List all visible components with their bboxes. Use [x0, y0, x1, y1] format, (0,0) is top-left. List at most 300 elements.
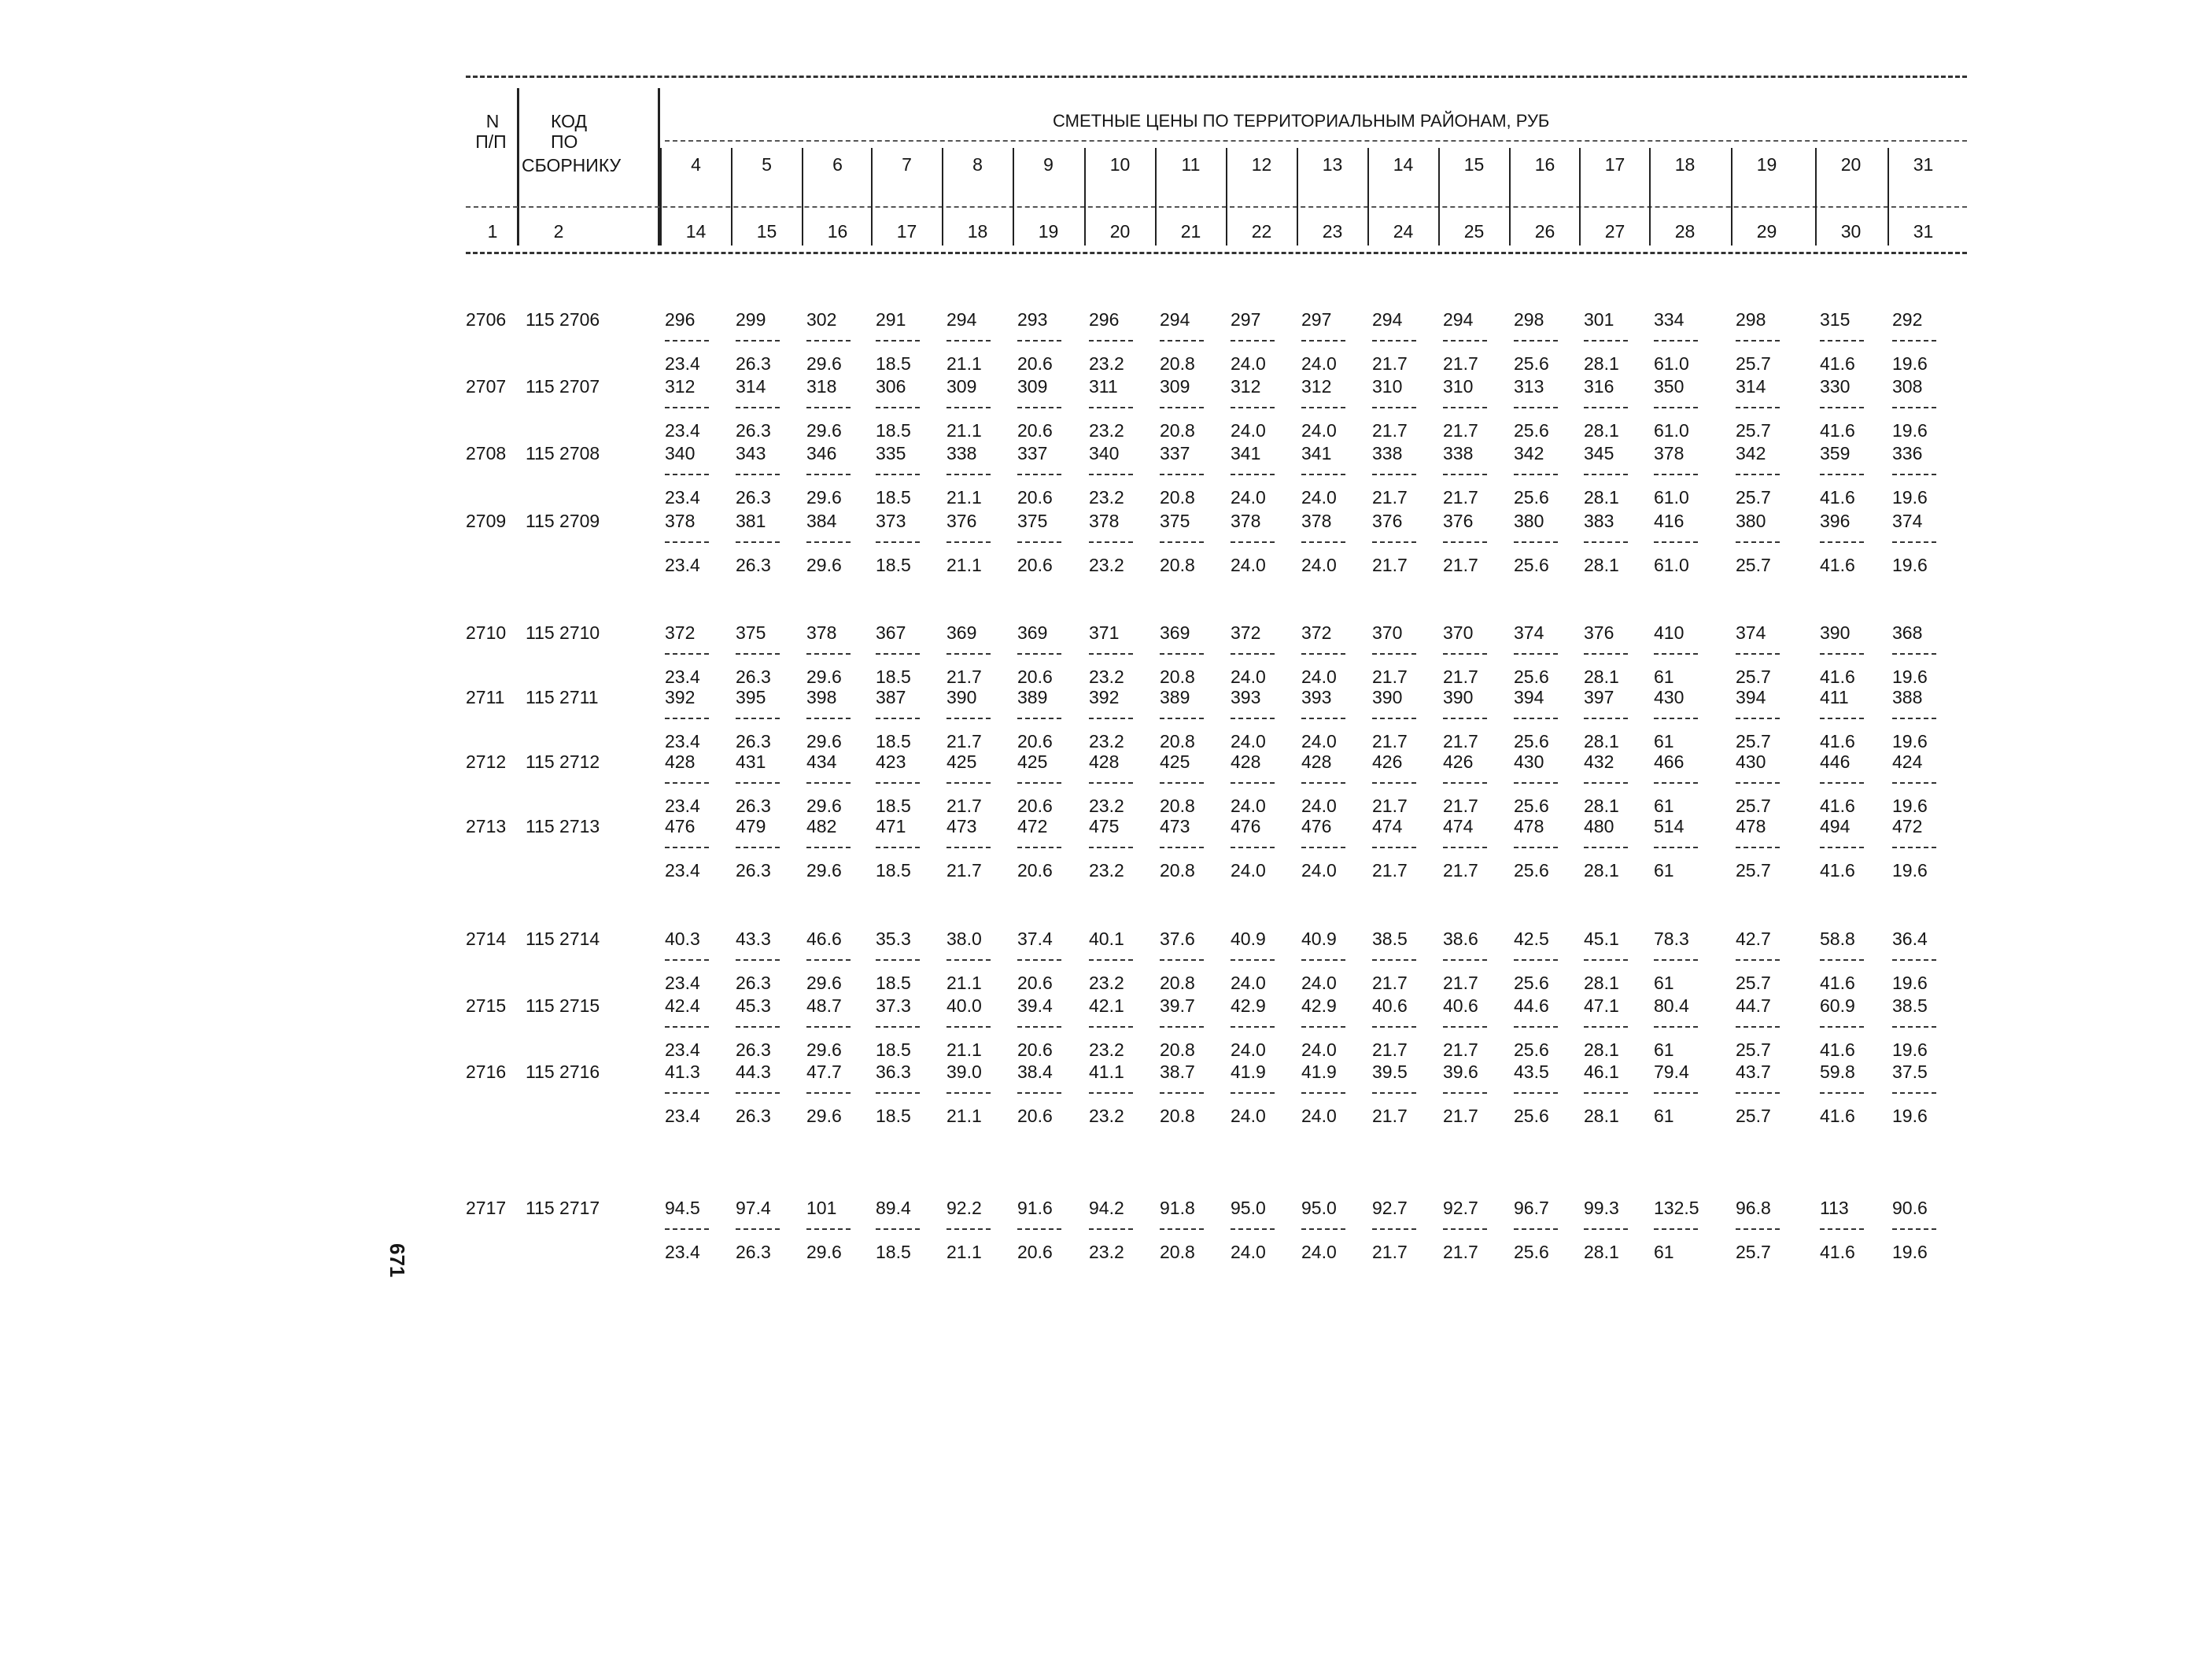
coefficient-cell: 24.0	[1301, 666, 1337, 687]
fraction-divider	[1736, 847, 1780, 848]
price-cell: 342	[1736, 443, 1766, 463]
coefficient-cell: 23.4	[665, 973, 700, 993]
header-region-4: 4	[691, 154, 701, 175]
price-cell: 292	[1892, 309, 1923, 330]
price-cell: 42.4	[665, 995, 700, 1016]
price-cell: 478	[1514, 816, 1544, 836]
coefficient-cell: 23.2	[1089, 973, 1124, 993]
price-cell: 311	[1089, 376, 1118, 397]
row-number: 2712	[466, 751, 507, 772]
fraction-divider	[1514, 718, 1558, 719]
price-cell: 38.5	[1372, 929, 1408, 949]
price-cell: 36.4	[1892, 929, 1928, 949]
coefficient-cell: 21.1	[947, 973, 982, 993]
price-cell: 368	[1892, 622, 1923, 643]
price-cell: 390	[1372, 687, 1403, 707]
fraction-divider	[1301, 718, 1345, 719]
coefficient-cell: 20.8	[1160, 353, 1195, 374]
price-cell: 494	[1820, 816, 1851, 836]
coefficient-cell: 24.0	[1301, 973, 1337, 993]
coefficient-cell: 19.6	[1892, 420, 1928, 441]
price-cell: 296	[665, 309, 696, 330]
fraction-divider	[806, 959, 851, 961]
price-cell: 476	[1301, 816, 1332, 836]
price-cell: 372	[1231, 622, 1261, 643]
price-cell: 37.5	[1892, 1062, 1928, 1082]
coefficient-cell: 21.7	[947, 731, 982, 751]
fraction-divider	[1514, 782, 1558, 784]
price-cell: 40.6	[1443, 995, 1478, 1016]
header-region-6: 6	[832, 154, 843, 175]
price-cell: 291	[876, 309, 906, 330]
fraction-divider	[1892, 340, 1936, 342]
fraction-divider	[1443, 782, 1487, 784]
coefficient-cell: 29.6	[806, 555, 842, 575]
fraction-divider	[947, 782, 991, 784]
header-region-15: 15	[1463, 154, 1485, 175]
coefficient-cell: 23.4	[665, 796, 700, 816]
price-cell: 308	[1892, 376, 1923, 397]
coefficient-cell: 23.4	[665, 1242, 700, 1262]
price-cell: 369	[1017, 622, 1048, 643]
fraction-divider	[947, 340, 991, 342]
price-cell: 374	[1892, 511, 1923, 531]
fraction-divider	[1301, 1228, 1345, 1230]
price-cell: 38.4	[1017, 1062, 1053, 1082]
price-cell: 37.6	[1160, 929, 1195, 949]
coefficient-cell: 20.6	[1017, 487, 1053, 508]
price-cell: 411	[1820, 687, 1849, 707]
header-region-11: 11	[1181, 154, 1201, 175]
header-region-8: 8	[972, 154, 983, 175]
price-cell: 334	[1654, 309, 1685, 330]
coefficient-cell: 21.1	[947, 353, 982, 374]
coefficient-cell: 23.4	[665, 731, 700, 751]
coefficient-cell: 21.1	[947, 1039, 982, 1060]
coefficient-cell: 20.8	[1160, 1106, 1195, 1126]
price-cell: 313	[1514, 376, 1544, 397]
price-cell: 338	[947, 443, 977, 463]
coefficient-cell: 26.3	[736, 487, 771, 508]
header-colnum-30: 30	[1840, 221, 1862, 242]
fraction-divider	[876, 847, 920, 848]
fraction-divider	[1584, 1026, 1628, 1028]
coefficient-cell: 24.0	[1231, 973, 1266, 993]
price-cell: 337	[1017, 443, 1048, 463]
price-cell: 40.6	[1372, 995, 1408, 1016]
coefficient-cell: 24.0	[1301, 420, 1337, 441]
fraction-divider	[1820, 653, 1864, 655]
price-cell: 310	[1443, 376, 1474, 397]
coefficient-cell: 25.7	[1736, 796, 1771, 816]
coefficient-cell: 41.6	[1820, 1039, 1855, 1060]
header-region-9: 9	[1043, 154, 1054, 175]
price-cell: 396	[1820, 511, 1851, 531]
coefficient-cell: 24.0	[1301, 796, 1337, 816]
fraction-divider	[1301, 474, 1345, 475]
price-cell: 92.7	[1372, 1198, 1408, 1218]
fraction-divider	[1160, 1228, 1204, 1230]
coefficient-cell: 19.6	[1892, 1106, 1928, 1126]
coefficient-cell: 23.2	[1089, 555, 1124, 575]
coefficient-cell: 25.6	[1514, 731, 1549, 751]
price-cell: 370	[1372, 622, 1403, 643]
price-cell: 58.8	[1820, 929, 1855, 949]
fraction-divider	[1089, 541, 1133, 543]
fraction-divider	[1443, 1228, 1487, 1230]
fraction-divider	[1820, 718, 1864, 719]
coefficient-cell: 21.7	[1443, 666, 1478, 687]
price-cell: 92.2	[947, 1198, 982, 1218]
coefficient-cell: 25.6	[1514, 1039, 1549, 1060]
header-colnum-26: 26	[1534, 221, 1555, 242]
fraction-divider	[876, 340, 920, 342]
fraction-divider	[947, 847, 991, 848]
price-cell: 37.4	[1017, 929, 1053, 949]
fraction-divider	[1736, 782, 1780, 784]
fraction-divider	[1820, 847, 1864, 848]
fraction-divider	[1892, 541, 1936, 543]
price-cell: 309	[1160, 376, 1190, 397]
coefficient-cell: 29.6	[806, 1242, 842, 1262]
coefficient-cell: 28.1	[1584, 487, 1619, 508]
price-cell: 380	[1514, 511, 1544, 531]
fraction-divider	[947, 1228, 991, 1230]
coefficient-cell: 24.0	[1231, 555, 1266, 575]
coefficient-cell: 20.8	[1160, 796, 1195, 816]
coefficient-cell: 41.6	[1820, 555, 1855, 575]
coefficient-cell: 25.7	[1736, 487, 1771, 508]
header-region-5: 5	[762, 154, 772, 175]
header-region-7: 7	[902, 154, 912, 175]
fraction-divider	[1654, 340, 1698, 342]
fraction-divider	[876, 1228, 920, 1230]
price-cell: 374	[1514, 622, 1544, 643]
price-cell: 47.1	[1584, 995, 1619, 1016]
fraction-divider	[736, 474, 780, 475]
fraction-divider	[1301, 959, 1345, 961]
price-cell: 466	[1654, 751, 1685, 772]
coefficient-cell: 18.5	[876, 487, 911, 508]
price-cell: 45.3	[736, 995, 771, 1016]
coefficient-cell: 24.0	[1231, 1106, 1266, 1126]
coefficient-cell: 24.0	[1231, 731, 1266, 751]
header-colnum-17: 17	[896, 221, 917, 242]
coefficient-cell: 41.6	[1820, 796, 1855, 816]
coefficient-cell: 23.4	[665, 487, 700, 508]
fraction-divider	[1584, 474, 1628, 475]
fraction-divider	[1301, 541, 1345, 543]
fraction-divider	[1654, 847, 1698, 848]
fraction-divider	[1089, 1228, 1133, 1230]
coefficient-cell: 18.5	[876, 1106, 911, 1126]
coefficient-cell: 41.6	[1820, 666, 1855, 687]
price-cell: 99.3	[1584, 1198, 1619, 1218]
fraction-divider	[1231, 1026, 1275, 1028]
fraction-divider	[1089, 407, 1133, 408]
header-code-label-line2: ПО	[551, 131, 578, 152]
fraction-divider	[665, 1026, 709, 1028]
price-cell: 376	[1584, 622, 1614, 643]
coefficient-cell: 21.7	[1372, 796, 1408, 816]
fraction-divider	[1514, 1092, 1558, 1094]
fraction-divider	[806, 1228, 851, 1230]
fraction-divider	[1584, 847, 1628, 848]
fraction-divider	[1231, 474, 1275, 475]
price-cell: 397	[1584, 687, 1614, 707]
price-cell: 392	[1089, 687, 1120, 707]
price-cell: 431	[736, 751, 766, 772]
fraction-divider	[1160, 782, 1204, 784]
fraction-divider	[1372, 1092, 1416, 1094]
price-cell: 514	[1654, 816, 1685, 836]
fraction-divider	[947, 407, 991, 408]
coefficient-cell: 21.7	[947, 666, 982, 687]
row-number: 2709	[466, 511, 507, 531]
price-cell: 39.5	[1372, 1062, 1408, 1082]
price-cell: 373	[876, 511, 906, 531]
coefficient-cell: 19.6	[1892, 1242, 1928, 1262]
price-cell: 42.9	[1231, 995, 1266, 1016]
price-cell: 480	[1584, 816, 1614, 836]
fraction-divider	[1443, 718, 1487, 719]
coefficient-cell: 24.0	[1231, 1039, 1266, 1060]
fraction-divider	[1654, 407, 1698, 408]
fraction-divider	[1820, 474, 1864, 475]
coefficient-cell: 61	[1654, 1039, 1674, 1060]
fraction-divider	[876, 407, 920, 408]
price-cell: 370	[1443, 622, 1474, 643]
price-cell: 43.7	[1736, 1062, 1771, 1082]
coefficient-cell: 21.7	[947, 796, 982, 816]
coefficient-cell: 41.6	[1820, 353, 1855, 374]
coefficient-cell: 24.0	[1231, 860, 1266, 881]
price-cell: 426	[1443, 751, 1474, 772]
coefficient-cell: 26.3	[736, 973, 771, 993]
header-region-rule	[466, 206, 1967, 208]
fraction-divider	[1892, 653, 1936, 655]
fraction-divider	[806, 1026, 851, 1028]
price-cell: 428	[1301, 751, 1332, 772]
coefficient-cell: 61	[1654, 973, 1674, 993]
price-cell: 375	[736, 622, 766, 643]
coefficient-cell: 25.6	[1514, 1242, 1549, 1262]
fraction-divider	[1443, 474, 1487, 475]
price-cell: 298	[1514, 309, 1544, 330]
fraction-divider	[1654, 959, 1698, 961]
price-cell: 91.6	[1017, 1198, 1053, 1218]
price-cell: 475	[1089, 816, 1120, 836]
fraction-divider	[1160, 541, 1204, 543]
price-cell: 390	[947, 687, 977, 707]
coefficient-cell: 21.7	[1443, 1039, 1478, 1060]
price-cell: 38.7	[1160, 1062, 1195, 1082]
fraction-divider	[947, 541, 991, 543]
coefficient-cell: 21.7	[1372, 1242, 1408, 1262]
coefficient-cell: 25.7	[1736, 1106, 1771, 1126]
fraction-divider	[1892, 847, 1936, 848]
price-cell: 343	[736, 443, 766, 463]
fraction-divider	[1231, 407, 1275, 408]
coefficient-cell: 21.7	[1372, 860, 1408, 881]
fraction-divider	[1514, 407, 1558, 408]
fraction-divider	[736, 847, 780, 848]
fraction-divider	[1017, 541, 1061, 543]
price-cell: 310	[1372, 376, 1403, 397]
coefficient-cell: 19.6	[1892, 796, 1928, 816]
coefficient-cell: 19.6	[1892, 860, 1928, 881]
price-cell: 375	[1017, 511, 1048, 531]
header-code-label-line1: КОД	[551, 111, 588, 131]
fraction-divider	[736, 959, 780, 961]
coefficient-cell: 26.3	[736, 1039, 771, 1060]
price-cell: 301	[1584, 309, 1614, 330]
fraction-divider	[1160, 474, 1204, 475]
row-number: 2715	[466, 995, 507, 1016]
price-cell: 479	[736, 816, 766, 836]
coefficient-cell: 24.0	[1301, 1242, 1337, 1262]
coefficient-cell: 25.6	[1514, 353, 1549, 374]
fraction-divider	[806, 782, 851, 784]
price-cell: 318	[806, 376, 837, 397]
coefficient-cell: 28.1	[1584, 1106, 1619, 1126]
price-cell: 426	[1372, 751, 1403, 772]
price-cell: 312	[665, 376, 696, 397]
coefficient-cell: 24.0	[1301, 860, 1337, 881]
fraction-divider	[736, 340, 780, 342]
price-cell: 44.7	[1736, 995, 1771, 1016]
fraction-divider	[1654, 541, 1698, 543]
price-cell: 294	[1443, 309, 1474, 330]
fraction-divider	[736, 407, 780, 408]
fraction-divider	[1892, 1026, 1936, 1028]
fraction-divider	[1584, 959, 1628, 961]
price-cell: 393	[1231, 687, 1261, 707]
price-cell: 376	[1372, 511, 1403, 531]
fraction-divider	[1443, 340, 1487, 342]
coefficient-cell: 21.7	[1372, 666, 1408, 687]
fraction-divider	[1654, 782, 1698, 784]
fraction-divider	[665, 782, 709, 784]
coefficient-cell: 20.8	[1160, 731, 1195, 751]
price-cell: 35.3	[876, 929, 911, 949]
coefficient-cell: 41.6	[1820, 420, 1855, 441]
fraction-divider	[1372, 847, 1416, 848]
coefficient-cell: 26.3	[736, 420, 771, 441]
price-cell: 471	[876, 816, 906, 836]
price-cell: 294	[1160, 309, 1190, 330]
fraction-divider	[665, 1092, 709, 1094]
price-cell: 312	[1301, 376, 1332, 397]
price-cell: 425	[1017, 751, 1048, 772]
fraction-divider	[736, 653, 780, 655]
price-cell: 416	[1654, 511, 1685, 531]
coefficient-cell: 28.1	[1584, 555, 1619, 575]
price-cell: 474	[1443, 816, 1474, 836]
price-cell: 44.3	[736, 1062, 771, 1082]
price-cell: 430	[1514, 751, 1544, 772]
coefficient-cell: 61	[1654, 1242, 1674, 1262]
price-cell: 446	[1820, 751, 1851, 772]
fraction-divider	[1820, 340, 1864, 342]
fraction-divider	[876, 474, 920, 475]
fraction-divider	[1089, 718, 1133, 719]
coefficient-cell: 25.6	[1514, 420, 1549, 441]
price-cell: 482	[806, 816, 837, 836]
page-number: 671	[386, 1243, 409, 1278]
header-num-label-line2: П/П	[475, 131, 507, 152]
coefficient-cell: 61.0	[1654, 420, 1689, 441]
fraction-divider	[1654, 474, 1698, 475]
price-cell: 337	[1160, 443, 1190, 463]
coefficient-cell: 61	[1654, 796, 1674, 816]
fraction-divider	[876, 1026, 920, 1028]
price-cell: 372	[1301, 622, 1332, 643]
fraction-divider	[665, 718, 709, 719]
coefficient-cell: 29.6	[806, 1039, 842, 1060]
fraction-divider	[1892, 718, 1936, 719]
row-code: 115 2716	[526, 1062, 600, 1082]
coefficient-cell: 26.3	[736, 860, 771, 881]
price-cell: 387	[876, 687, 906, 707]
coefficient-cell: 41.6	[1820, 860, 1855, 881]
header-region-20: 20	[1840, 154, 1862, 175]
fraction-divider	[1017, 782, 1061, 784]
coefficient-cell: 25.7	[1736, 1242, 1771, 1262]
coefficient-cell: 25.7	[1736, 731, 1771, 751]
price-cell: 338	[1443, 443, 1474, 463]
price-cell: 41.9	[1231, 1062, 1266, 1082]
coefficient-cell: 20.8	[1160, 1242, 1195, 1262]
price-cell: 79.4	[1654, 1062, 1689, 1082]
fraction-divider	[1514, 541, 1558, 543]
header-code-label-line3: СБОРНИКУ	[522, 155, 622, 175]
coefficient-cell: 61.0	[1654, 353, 1689, 374]
coefficient-cell: 28.1	[1584, 666, 1619, 687]
coefficient-cell: 25.7	[1736, 1039, 1771, 1060]
row-code: 115 2713	[526, 816, 600, 836]
coefficient-cell: 25.7	[1736, 353, 1771, 374]
coefficient-cell: 29.6	[806, 420, 842, 441]
price-cell: 96.8	[1736, 1198, 1771, 1218]
price-cell: 294	[947, 309, 977, 330]
price-cell: 384	[806, 511, 837, 531]
price-cell: 410	[1654, 622, 1685, 643]
coefficient-cell: 21.1	[947, 1242, 982, 1262]
coefficient-cell: 61.0	[1654, 555, 1689, 575]
coefficient-cell: 21.7	[1372, 731, 1408, 751]
coefficient-cell: 21.1	[947, 487, 982, 508]
coefficient-cell: 24.0	[1231, 666, 1266, 687]
fraction-divider	[1160, 959, 1204, 961]
row-number: 2714	[466, 929, 507, 949]
price-cell: 39.0	[947, 1062, 982, 1082]
fraction-divider	[1514, 474, 1558, 475]
coefficient-cell: 41.6	[1820, 1106, 1855, 1126]
coefficient-cell: 23.4	[665, 666, 700, 687]
fraction-divider	[1372, 474, 1416, 475]
coefficient-cell: 20.6	[1017, 1106, 1053, 1126]
fraction-divider	[1736, 1092, 1780, 1094]
fraction-divider	[1017, 474, 1061, 475]
fraction-divider	[1160, 718, 1204, 719]
coefficient-cell: 20.8	[1160, 860, 1195, 881]
price-cell: 95.0	[1231, 1198, 1266, 1218]
price-cell: 430	[1654, 687, 1685, 707]
fraction-divider	[1089, 340, 1133, 342]
coefficient-cell: 61	[1654, 1106, 1674, 1126]
price-cell: 132.5	[1654, 1198, 1699, 1218]
